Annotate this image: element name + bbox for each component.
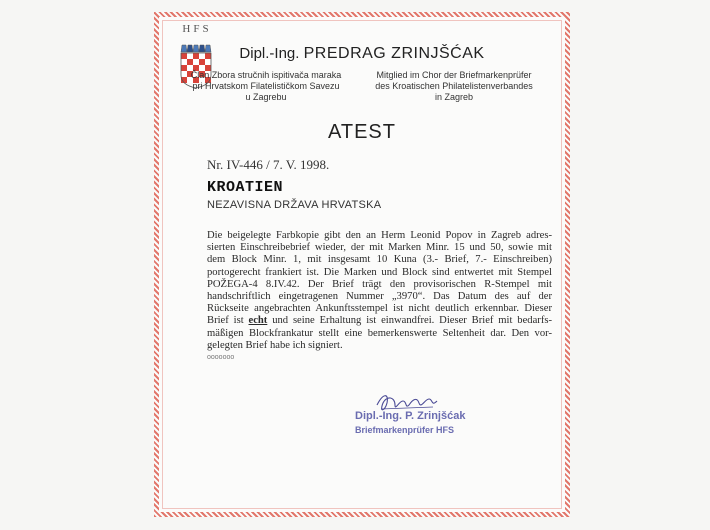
body-text-line: Die beigelegte Farbkopie gibt den an Herm Leonid Popov in Zagreb adres- bbox=[207, 230, 552, 241]
body-text-line: dem Block Minr. 1, mit insgesamt 10 Kuna (3.- Brief, 7.- Einschreiben) bbox=[207, 254, 552, 266]
examiner-name bbox=[159, 45, 565, 63]
body-text-line: sierten Einschreibebrief wieder, der mit Marken Minr. 15 und 50, sowie mit bbox=[207, 242, 552, 254]
certificate-border bbox=[154, 12, 570, 517]
body-text-line: Rückseite angebrachten Ankunftsstempel ist nicht deutlich erkennbar. Dieser bbox=[207, 303, 552, 315]
body-text-line: gelegten Brief habe ich signiert. bbox=[207, 339, 343, 351]
body-text-segment: Brief ist bbox=[207, 315, 249, 327]
examiner-title: Dipl.-Ing. bbox=[239, 45, 300, 62]
certificate-body-text bbox=[207, 230, 552, 352]
country-heading: KROATIEN bbox=[207, 179, 284, 196]
country-subheading: NEZAVISNA DRŽAVA HRVATSKA bbox=[207, 199, 382, 211]
certificate-number: Nr. IV-446 / 7. V. 1998. bbox=[207, 157, 330, 172]
document-title: ATEST bbox=[328, 121, 396, 143]
membership-croatian bbox=[181, 70, 351, 103]
membership-german-line: in Zagreb bbox=[434, 92, 474, 102]
stamp-name: Dipl.-Ing. P. Zrinjšćak bbox=[355, 410, 466, 422]
membership-croatian-line: u Zagrebu bbox=[245, 92, 287, 102]
examiner-surname: PREDRAG ZRINJŠĆAK bbox=[303, 45, 485, 62]
body-text-line bbox=[207, 315, 552, 327]
membership-croatian-line: pri Hrvatskom Filatelističkom Savezu bbox=[192, 81, 340, 91]
membership-german bbox=[359, 70, 549, 103]
membership-german-line: des Kroatischen Philatelistenverbandes bbox=[375, 81, 533, 91]
body-text-segment: und seine Erhaltung ist einwandfrei. Dieser Brief mit bedarfs- bbox=[267, 315, 552, 327]
body-text-line: POŽEGA-4 8.IV.42. Der Brief trägt den provisorischen R-Stempel mit bbox=[207, 278, 552, 290]
membership-german-line: Mitglied im Chor der Briefmarkenprüfer bbox=[376, 70, 532, 80]
emphasized-word: echt bbox=[248, 315, 268, 327]
ornament-dots: ooooooo bbox=[207, 354, 235, 361]
stamp-title: Briefmarkenprüfer HFS bbox=[355, 425, 455, 435]
hfs-logo-text: HFS bbox=[182, 23, 212, 35]
body-text-line: portogerecht frankiert ist. Die Marken und Block sind entwertet mit Stempel bbox=[207, 266, 552, 278]
membership-croatian-line: Član Zbora stručnih ispitivača maraka bbox=[190, 70, 342, 80]
body-text-line: mäßigen Blockfrankatur stellt eine bemerkenswerte Seltenheit dar. Den vor- bbox=[207, 327, 552, 339]
body-text-line: handschriftlich eingetragenen Nummer „3970“. Das Datum des auf der bbox=[207, 291, 552, 303]
